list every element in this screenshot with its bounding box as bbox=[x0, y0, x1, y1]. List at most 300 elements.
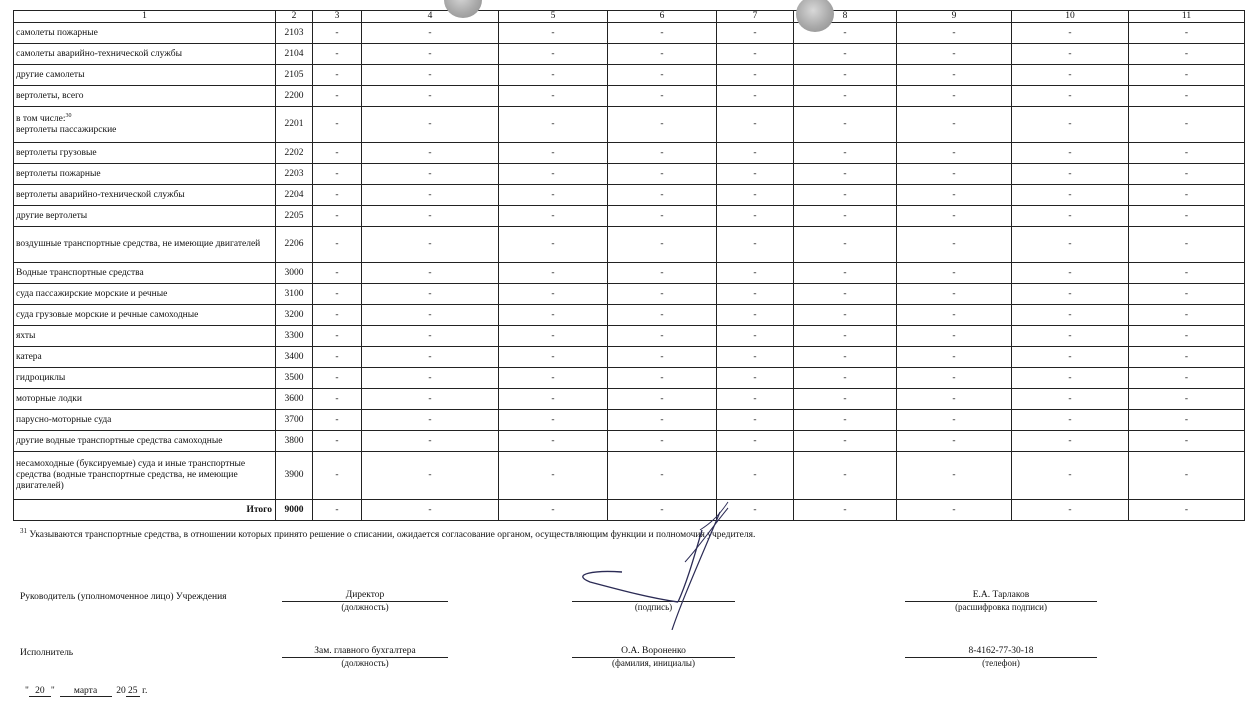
value-cell: - bbox=[499, 326, 608, 347]
row-name bbox=[14, 206, 276, 227]
header-cell: 6 bbox=[608, 11, 717, 23]
header-cell: 9 bbox=[897, 11, 1012, 23]
value-cell: - bbox=[1012, 263, 1129, 284]
row-name-text: Водные транспортные средства bbox=[16, 267, 144, 278]
table-row bbox=[14, 143, 1245, 164]
header-row bbox=[14, 11, 1245, 23]
value-cell: - bbox=[1129, 305, 1245, 326]
value-cell: - bbox=[897, 500, 1012, 521]
row-code: 3700 bbox=[276, 410, 313, 431]
value-cell: - bbox=[1129, 284, 1245, 305]
row-name-text: воздушные транспортные средства, не имеющие двигателей bbox=[16, 239, 261, 249]
value-cell: - bbox=[1012, 206, 1129, 227]
row-name bbox=[14, 347, 276, 368]
row-name-text: моторные лодки bbox=[16, 393, 82, 404]
value-cell: - bbox=[1012, 185, 1129, 206]
value-cell: - bbox=[1129, 23, 1245, 44]
value-cell: - bbox=[313, 368, 362, 389]
value-cell: - bbox=[717, 107, 794, 143]
value-cell: - bbox=[897, 452, 1012, 500]
row-footnote-mark: 30 bbox=[65, 112, 72, 119]
value-cell: - bbox=[499, 107, 608, 143]
value-cell: - bbox=[897, 347, 1012, 368]
row-name-text: самолеты аварийно-технической службы bbox=[16, 48, 182, 59]
value-cell: - bbox=[608, 107, 717, 143]
value-cell: - bbox=[897, 368, 1012, 389]
header-cell: 5 bbox=[499, 11, 608, 23]
date-day: 20 bbox=[29, 686, 51, 697]
header-cell: 3 bbox=[313, 11, 362, 23]
value-cell: - bbox=[794, 368, 897, 389]
value-cell: - bbox=[499, 368, 608, 389]
header-cell: 7 bbox=[717, 11, 794, 23]
row-name bbox=[14, 326, 276, 347]
value-cell: - bbox=[1012, 164, 1129, 185]
value-cell: - bbox=[897, 44, 1012, 65]
row-name-text: вертолеты грузовые bbox=[16, 147, 97, 158]
row-name bbox=[14, 44, 276, 65]
value-cell: - bbox=[1012, 389, 1129, 410]
value-cell: - bbox=[313, 410, 362, 431]
executor-name-caption: (фамилия, инициалы) bbox=[612, 658, 695, 668]
footnote-text: Указываются транспортные средства, в отношении которых принято решение о списании, ожидается согласование органом, осуществляющим функции и полномочия учредителя. bbox=[29, 530, 756, 540]
value-cell: - bbox=[717, 410, 794, 431]
row-name bbox=[14, 452, 276, 500]
value-cell: - bbox=[608, 86, 717, 107]
value-cell: - bbox=[717, 326, 794, 347]
value-cell: - bbox=[897, 164, 1012, 185]
row-name bbox=[14, 368, 276, 389]
table-row bbox=[14, 368, 1245, 389]
value-cell: - bbox=[1012, 143, 1129, 164]
value-cell: - bbox=[362, 143, 499, 164]
table-row bbox=[14, 107, 1245, 143]
value-cell: - bbox=[313, 500, 362, 521]
value-cell: - bbox=[1129, 263, 1245, 284]
value-cell: - bbox=[897, 431, 1012, 452]
value-cell: - bbox=[794, 23, 897, 44]
header-cell: 1 bbox=[14, 11, 276, 23]
value-cell: - bbox=[362, 389, 499, 410]
table-row bbox=[14, 389, 1245, 410]
row-name-text: самолеты пожарные bbox=[16, 27, 98, 38]
value-cell: - bbox=[897, 263, 1012, 284]
value-cell: - bbox=[313, 305, 362, 326]
value-cell: - bbox=[1012, 500, 1129, 521]
table-row bbox=[14, 431, 1245, 452]
table-row bbox=[14, 305, 1245, 326]
value-cell: - bbox=[717, 65, 794, 86]
row-code: 2104 bbox=[276, 44, 313, 65]
value-cell: - bbox=[499, 65, 608, 86]
value-cell: - bbox=[362, 65, 499, 86]
value-cell: - bbox=[313, 347, 362, 368]
value-cell: - bbox=[608, 164, 717, 185]
value-cell: - bbox=[1012, 107, 1129, 143]
row-name-text: суда пассажирские морские и речные bbox=[16, 288, 168, 299]
date-year-unit: г. bbox=[142, 686, 148, 696]
value-cell: - bbox=[1012, 431, 1129, 452]
table-row bbox=[14, 164, 1245, 185]
value-cell: - bbox=[794, 452, 897, 500]
value-cell: - bbox=[1129, 107, 1245, 143]
value-cell: - bbox=[1129, 368, 1245, 389]
executor-position-field bbox=[282, 645, 448, 669]
value-cell: - bbox=[608, 410, 717, 431]
row-name bbox=[14, 107, 276, 143]
table-row bbox=[14, 410, 1245, 431]
value-cell: - bbox=[608, 452, 717, 500]
value-cell: - bbox=[794, 347, 897, 368]
row-code: 2103 bbox=[276, 23, 313, 44]
date-line: " 20 " марта 20 25 г. bbox=[25, 686, 148, 696]
row-name-text: яхты bbox=[16, 330, 36, 341]
value-cell: - bbox=[499, 284, 608, 305]
value-cell: - bbox=[499, 23, 608, 44]
date-year-suffix: 25 bbox=[126, 686, 140, 697]
value-cell: - bbox=[362, 410, 499, 431]
row-name-text: вертолеты, всего bbox=[16, 90, 84, 101]
value-cell: - bbox=[794, 284, 897, 305]
table-row bbox=[14, 44, 1245, 65]
value-cell: - bbox=[1012, 65, 1129, 86]
row-name bbox=[14, 143, 276, 164]
row-name bbox=[14, 86, 276, 107]
value-cell: - bbox=[794, 44, 897, 65]
value-cell: - bbox=[1129, 44, 1245, 65]
table-row bbox=[14, 23, 1245, 44]
value-cell: - bbox=[608, 206, 717, 227]
row-name bbox=[14, 284, 276, 305]
value-cell: - bbox=[499, 185, 608, 206]
phone-field bbox=[905, 645, 1097, 669]
value-cell: - bbox=[897, 284, 1012, 305]
row-code: 3600 bbox=[276, 389, 313, 410]
row-code: 3000 bbox=[276, 263, 313, 284]
phone: 8-4162-77-30-18 bbox=[905, 645, 1097, 658]
value-cell: - bbox=[1129, 206, 1245, 227]
value-cell: - bbox=[499, 347, 608, 368]
value-cell: - bbox=[608, 263, 717, 284]
value-cell: - bbox=[362, 452, 499, 500]
value-cell: - bbox=[499, 431, 608, 452]
row-code: 2203 bbox=[276, 164, 313, 185]
value-cell: - bbox=[897, 65, 1012, 86]
value-cell: - bbox=[313, 452, 362, 500]
value-cell: - bbox=[313, 164, 362, 185]
row-name-text: гидроциклы bbox=[16, 372, 66, 383]
value-cell: - bbox=[1012, 227, 1129, 263]
header-cell: 10 bbox=[1012, 11, 1129, 23]
transport-table bbox=[13, 10, 1245, 521]
value-cell: - bbox=[717, 284, 794, 305]
value-cell: - bbox=[313, 185, 362, 206]
value-cell: - bbox=[608, 143, 717, 164]
header-cell: 4 bbox=[362, 11, 499, 23]
row-name bbox=[14, 164, 276, 185]
value-cell: - bbox=[897, 326, 1012, 347]
row-name-text: катера bbox=[16, 351, 42, 362]
value-cell: - bbox=[1129, 431, 1245, 452]
value-cell: - bbox=[608, 347, 717, 368]
value-cell: - bbox=[717, 500, 794, 521]
value-cell: - bbox=[362, 284, 499, 305]
value-cell: - bbox=[794, 107, 897, 143]
row-code: 3800 bbox=[276, 431, 313, 452]
value-cell: - bbox=[499, 410, 608, 431]
row-code: 3300 bbox=[276, 326, 313, 347]
table-row bbox=[14, 227, 1245, 263]
value-cell: - bbox=[1012, 347, 1129, 368]
value-cell: - bbox=[499, 227, 608, 263]
row-name-text: другие самолеты bbox=[16, 69, 85, 80]
value-cell: - bbox=[499, 389, 608, 410]
value-cell: - bbox=[362, 23, 499, 44]
value-cell: - bbox=[1129, 452, 1245, 500]
value-cell: - bbox=[717, 263, 794, 284]
row-name-text: вертолеты пассажирские bbox=[16, 124, 117, 135]
value-cell: - bbox=[499, 164, 608, 185]
value-cell: - bbox=[1129, 500, 1245, 521]
value-cell: - bbox=[717, 86, 794, 107]
row-name bbox=[14, 305, 276, 326]
value-cell: - bbox=[499, 263, 608, 284]
value-cell: - bbox=[362, 500, 499, 521]
value-cell: - bbox=[717, 305, 794, 326]
head-name: Е.А. Тарлаков bbox=[905, 589, 1097, 602]
value-cell: - bbox=[717, 227, 794, 263]
value-cell: - bbox=[362, 431, 499, 452]
head-label: Руководитель (уполномоченное лицо) Учреждения bbox=[20, 592, 227, 602]
value-cell: - bbox=[608, 23, 717, 44]
row-code: 2205 bbox=[276, 206, 313, 227]
value-cell: - bbox=[362, 227, 499, 263]
table-row bbox=[14, 326, 1245, 347]
value-cell: - bbox=[313, 23, 362, 44]
row-code: 3100 bbox=[276, 284, 313, 305]
value-cell: - bbox=[897, 185, 1012, 206]
row-name bbox=[14, 185, 276, 206]
value-cell: - bbox=[362, 164, 499, 185]
table-row bbox=[14, 263, 1245, 284]
value-cell: - bbox=[794, 185, 897, 206]
value-cell: - bbox=[1129, 86, 1245, 107]
value-cell: - bbox=[313, 107, 362, 143]
value-cell: - bbox=[794, 164, 897, 185]
value-cell: - bbox=[362, 44, 499, 65]
value-cell: - bbox=[362, 86, 499, 107]
value-cell: - bbox=[717, 368, 794, 389]
table-row bbox=[14, 206, 1245, 227]
row-code: 3400 bbox=[276, 347, 313, 368]
row-name-text: парусно-моторные суда bbox=[16, 414, 112, 425]
value-cell: - bbox=[717, 389, 794, 410]
value-cell: - bbox=[717, 164, 794, 185]
row-code: 2200 bbox=[276, 86, 313, 107]
value-cell: - bbox=[499, 452, 608, 500]
value-cell: - bbox=[897, 143, 1012, 164]
row-name bbox=[14, 410, 276, 431]
value-cell: - bbox=[794, 263, 897, 284]
value-cell: - bbox=[794, 500, 897, 521]
value-cell: - bbox=[608, 185, 717, 206]
value-cell: - bbox=[1012, 452, 1129, 500]
value-cell: - bbox=[794, 143, 897, 164]
row-name-text: вертолеты аварийно-технической службы bbox=[16, 189, 185, 200]
executor-name: О.А. Вороненко bbox=[572, 645, 735, 658]
head-position: Директор bbox=[282, 589, 448, 602]
value-cell: - bbox=[313, 65, 362, 86]
value-cell: - bbox=[717, 347, 794, 368]
value-cell: - bbox=[897, 206, 1012, 227]
row-code: 3500 bbox=[276, 368, 313, 389]
value-cell: - bbox=[362, 263, 499, 284]
value-cell: - bbox=[313, 86, 362, 107]
row-name-text: в том числе: bbox=[16, 113, 66, 124]
value-cell: - bbox=[362, 107, 499, 143]
value-cell: - bbox=[362, 347, 499, 368]
value-cell: - bbox=[499, 86, 608, 107]
row-name bbox=[14, 227, 276, 263]
row-name bbox=[14, 23, 276, 44]
value-cell: - bbox=[499, 206, 608, 227]
value-cell: - bbox=[897, 410, 1012, 431]
value-cell: - bbox=[794, 86, 897, 107]
row-code: 2202 bbox=[276, 143, 313, 164]
value-cell: - bbox=[1012, 305, 1129, 326]
handwritten-signature bbox=[560, 490, 730, 630]
value-cell: - bbox=[313, 227, 362, 263]
total-label: Итого bbox=[14, 500, 276, 521]
date-month: марта bbox=[60, 686, 112, 697]
table-row bbox=[14, 185, 1245, 206]
value-cell: - bbox=[362, 368, 499, 389]
value-cell: - bbox=[1012, 23, 1129, 44]
value-cell: - bbox=[313, 44, 362, 65]
value-cell: - bbox=[313, 206, 362, 227]
table-row bbox=[14, 86, 1245, 107]
header-cell: 8 bbox=[794, 11, 897, 23]
row-name-text: другие водные транспортные средства самоходные bbox=[16, 435, 223, 446]
head-position-field bbox=[282, 589, 448, 613]
value-cell: - bbox=[1012, 368, 1129, 389]
value-cell: - bbox=[1129, 65, 1245, 86]
value-cell: - bbox=[717, 206, 794, 227]
header-cell: 2 bbox=[276, 11, 313, 23]
row-name-text: суда грузовые морские и речные самоходные bbox=[16, 309, 199, 320]
value-cell: - bbox=[313, 143, 362, 164]
table-row bbox=[14, 65, 1245, 86]
value-cell: - bbox=[499, 500, 608, 521]
footnote-mark: 31 bbox=[20, 527, 27, 535]
value-cell: - bbox=[1012, 410, 1129, 431]
value-cell: - bbox=[313, 389, 362, 410]
value-cell: - bbox=[897, 86, 1012, 107]
value-cell: - bbox=[1012, 86, 1129, 107]
value-cell: - bbox=[717, 431, 794, 452]
value-cell: - bbox=[897, 107, 1012, 143]
value-cell: - bbox=[794, 227, 897, 263]
value-cell: - bbox=[608, 227, 717, 263]
row-name bbox=[14, 263, 276, 284]
value-cell: - bbox=[362, 326, 499, 347]
value-cell: - bbox=[608, 500, 717, 521]
value-cell: - bbox=[897, 389, 1012, 410]
executor-position: Зам. главного бухгалтера bbox=[282, 645, 448, 658]
value-cell: - bbox=[1129, 227, 1245, 263]
value-cell: - bbox=[313, 326, 362, 347]
head-name-field bbox=[905, 589, 1097, 613]
table-row bbox=[14, 284, 1245, 305]
value-cell: - bbox=[1129, 185, 1245, 206]
row-name-text: вертолеты пожарные bbox=[16, 168, 101, 179]
value-cell: - bbox=[897, 305, 1012, 326]
value-cell: - bbox=[1129, 164, 1245, 185]
value-cell: - bbox=[1129, 389, 1245, 410]
phone-caption: (телефон) bbox=[982, 658, 1020, 668]
value-cell: - bbox=[1129, 143, 1245, 164]
value-cell: - bbox=[794, 431, 897, 452]
value-cell: - bbox=[608, 326, 717, 347]
row-name bbox=[14, 65, 276, 86]
value-cell: - bbox=[794, 410, 897, 431]
table-row bbox=[14, 347, 1245, 368]
value-cell: - bbox=[794, 389, 897, 410]
value-cell: - bbox=[794, 206, 897, 227]
value-cell: - bbox=[608, 44, 717, 65]
date-year-prefix: 20 bbox=[116, 686, 126, 696]
header-cell: 11 bbox=[1129, 11, 1245, 23]
row-name bbox=[14, 431, 276, 452]
value-cell: - bbox=[362, 185, 499, 206]
head-name-caption: (расшифровка подписи) bbox=[955, 602, 1047, 612]
value-cell: - bbox=[897, 23, 1012, 44]
value-cell: - bbox=[717, 185, 794, 206]
row-name-text: другие вертолеты bbox=[16, 210, 88, 221]
row-code: 2201 bbox=[276, 107, 313, 143]
value-cell: - bbox=[717, 23, 794, 44]
head-position-caption: (должность) bbox=[341, 602, 389, 612]
value-cell: - bbox=[362, 305, 499, 326]
value-cell: - bbox=[1012, 326, 1129, 347]
value-cell: - bbox=[1129, 347, 1245, 368]
value-cell: - bbox=[608, 305, 717, 326]
value-cell: - bbox=[362, 206, 499, 227]
value-cell: - bbox=[1012, 284, 1129, 305]
executor-label: Исполнитель bbox=[20, 648, 74, 658]
value-cell: - bbox=[608, 389, 717, 410]
value-cell: - bbox=[717, 452, 794, 500]
value-cell: - bbox=[1129, 326, 1245, 347]
value-cell: - bbox=[717, 44, 794, 65]
value-cell: - bbox=[499, 143, 608, 164]
executor-position-caption: (должность) bbox=[341, 658, 389, 668]
value-cell: - bbox=[1012, 44, 1129, 65]
executor-name-field bbox=[572, 645, 735, 669]
value-cell: - bbox=[608, 431, 717, 452]
row-code: 2105 bbox=[276, 65, 313, 86]
total-code: 9000 bbox=[276, 500, 313, 521]
value-cell: - bbox=[608, 284, 717, 305]
row-code: 3200 bbox=[276, 305, 313, 326]
value-cell: - bbox=[313, 263, 362, 284]
value-cell: - bbox=[499, 305, 608, 326]
row-code: 2204 bbox=[276, 185, 313, 206]
value-cell: - bbox=[794, 326, 897, 347]
value-cell: - bbox=[897, 227, 1012, 263]
value-cell: - bbox=[608, 65, 717, 86]
value-cell: - bbox=[499, 44, 608, 65]
